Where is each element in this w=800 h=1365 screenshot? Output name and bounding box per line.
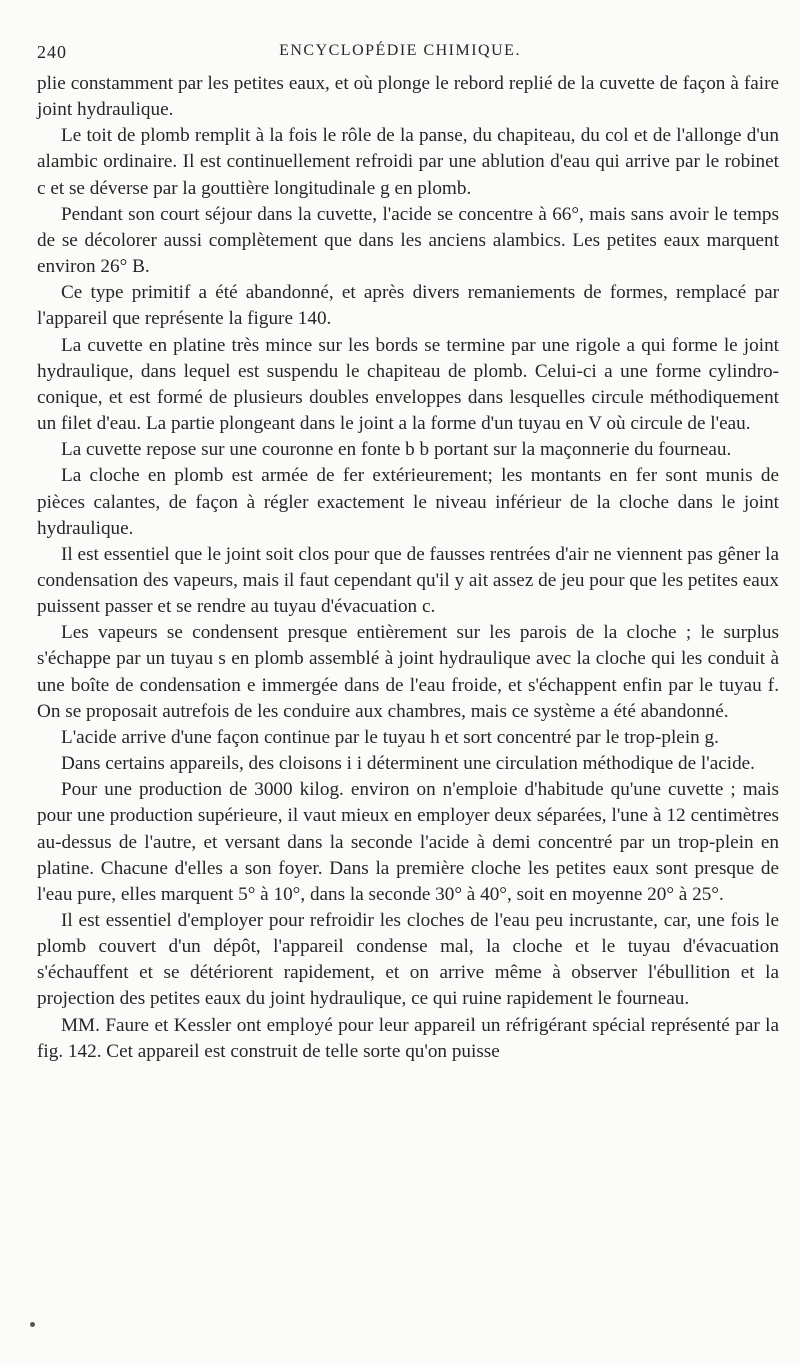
paragraph: Dans certains appareils, des cloisons i i déterminent une circulation méthodique de l'acide. xyxy=(61,753,755,775)
paragraph: La cloche en plomb est armée de fer extérieurement; les montants en fer sont munis de pièces calantes, de façon à régler exactement le niveau inférieur de la cloche dans le joint hydraulique. xyxy=(37,465,779,539)
ink-blot xyxy=(30,1322,35,1327)
paragraph: Les vapeurs se condensent presque entièrement sur les parois de la cloche ; le surplus s'échappe par un tuyau s en plomb assemblé à joint hydraulique avec la cloche qui les conduit à une boîte de condensation e immergée dans de l'eau froide, et s'échappent enfin par le tuyau f. On se proposait autrefois de les conduire aux chambres, mais ce système a été abandonné. xyxy=(37,622,779,722)
paragraph: Ce type primitif a été abandonné, et après divers remaniements de formes, remplacé par l'appareil que représente la figure 140. xyxy=(37,282,779,330)
paragraph: plie constamment par les petites eaux, et où plonge le rebord replié de la cuvette de façon à faire joint hydraulique. xyxy=(37,73,779,121)
paragraph: La cuvette repose sur une couronne en fonte b b portant sur la maçonnerie du fourneau. xyxy=(61,439,732,461)
body-text xyxy=(37,71,779,1065)
paragraph: La cuvette en platine très mince sur les bords se termine par une rigole a qui forme le joint hydraulique, dans lequel est suspendu le chapiteau de plomb. Celui-ci a une forme cylindro-conique, et est formé de plusieurs doubles enveloppes dans lesquelles circule méthodiquement un filet d'eau. La partie plongeant dans le joint a la forme d'un tuyau en V où circule de l'eau. xyxy=(37,334,779,435)
running-title: ENCYCLOPÉDIE CHIMIQUE. xyxy=(279,42,521,59)
paragraph: Il est essentiel d'employer pour refroidir les cloches de l'eau peu incrustante, car, une fois le plomb couvert d'un dépôt, l'appareil condense mal, la cloche et le tuyau d'évacuation s'échauffent et se détériorent rapidement, et on arrive même à observer l'ébullition et la projection des petites eaux du joint hydraulique, ce qui ruine rapidement le fourneau. xyxy=(37,910,779,1010)
paragraph: Pour une production de 3000 kilog. environ on n'emploie d'habitude qu'une cuvette ; mais pour une production supérieure, il vaut mieux en employer deux séparées, l'une à 12 centimètres au-dessus de l'autre, et versant dans la seconde l'acide à demi concentré par un trop-plein en platine. Chacune d'elles a son foyer. Dans la première cloche les petites eaux sont presque de l'eau pure, elles marquent 5° à 10°, dans la seconde 30° à 40°, soit en moyenne 20° à 25°. xyxy=(37,779,779,905)
paragraph: MM. Faure et Kessler ont employé pour leur appareil un réfrigérant spécial représenté par la fig. 142. Cet appareil est construit de telle sorte qu'on puisse xyxy=(37,1014,779,1062)
paragraph: Le toit de plomb remplit à la fois le rôle de la panse, du chapiteau, du col et de l'allonge d'un alambic ordinaire. Il est continuellement refroidi par une ablution d'eau qui arrive par le robinet c et se déverse par la gouttière longitudinale g en plomb. xyxy=(37,125,779,199)
paragraph: Pendant son court séjour dans la cuvette, l'acide se concentre à 66°, mais sans avoir le temps de se décolorer aussi complètement que dans les anciens alambics. Les petites eaux marquent environ 26° B. xyxy=(37,203,779,278)
paragraph: Il est essentiel que le joint soit clos pour que de fausses rentrées d'air ne viennent pas gêner la condensation des vapeurs, mais il faut cependant qu'il y ait assez de jeu pour que les petites eaux puissent passer et se rendre au tuyau d'évacuation c. xyxy=(37,543,779,618)
page-header xyxy=(37,42,763,68)
paragraph: L'acide arrive d'une façon continue par le tuyau h et sort concentré par le trop-plein g. xyxy=(61,726,719,748)
page-number: 240 xyxy=(37,42,67,62)
